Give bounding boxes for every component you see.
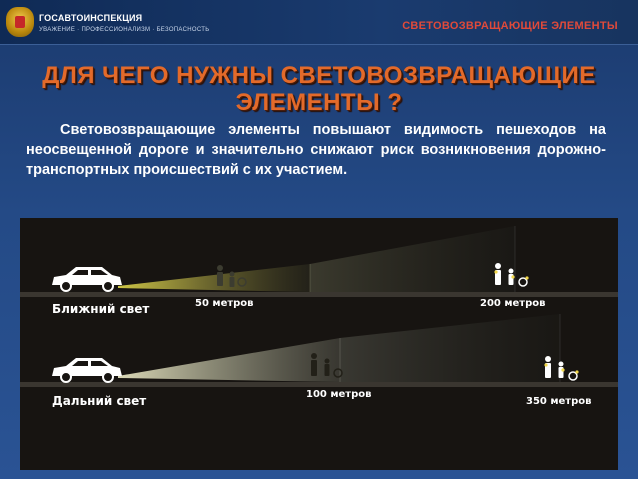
- high-beam-far: [340, 314, 560, 382]
- title-line-2: ЭЛЕМЕНТЫ ?: [235, 89, 403, 116]
- org-name: ГОСАВТОИНСПЕКЦИЯ: [39, 13, 143, 23]
- section-title: СВЕТОВОЗВРАЩАЮЩИЕ ЭЛЕМЕНТЫ: [402, 20, 618, 32]
- high-beam-label: Дальний свет: [52, 394, 147, 408]
- car-high-icon: [52, 358, 122, 382]
- title-line-1: ДЛЯ ЧЕГО НУЖНЫ СВЕТОВОЗВРАЩАЮЩИЕ: [42, 62, 596, 89]
- emblem-icon: [6, 7, 34, 37]
- car-low-icon: [52, 267, 122, 291]
- low-beam-near-distance: 50 метров: [195, 298, 254, 309]
- high-beam-near: [118, 338, 340, 382]
- low-beam-label: Ближний свет: [52, 302, 150, 316]
- description-text: Световозвращающие элементы повышают видимость пешеходов на неосвещенной дороге и значительно снижают риск возникновения дорожно-транспортных происшествий с их участием.: [26, 122, 606, 178]
- visibility-diagram: [20, 218, 618, 470]
- high-beam-far-distance: 350 метров: [526, 396, 592, 407]
- page-title: [0, 62, 638, 116]
- diagram-svg: [20, 218, 618, 470]
- road-low: [20, 292, 618, 297]
- high-beam-near-distance: 100 метров: [306, 389, 372, 400]
- low-beam-near: [118, 264, 310, 292]
- low-beam-far: [310, 226, 515, 292]
- header-bar: [0, 0, 638, 45]
- org-motto: УВАЖЕНИЕ · ПРОФЕССИОНАЛИЗМ · БЕЗОПАСНОСТЬ: [39, 27, 210, 33]
- low-beam-far-distance: 200 метров: [480, 298, 546, 309]
- pedestrians-far-high-icon: [544, 356, 578, 380]
